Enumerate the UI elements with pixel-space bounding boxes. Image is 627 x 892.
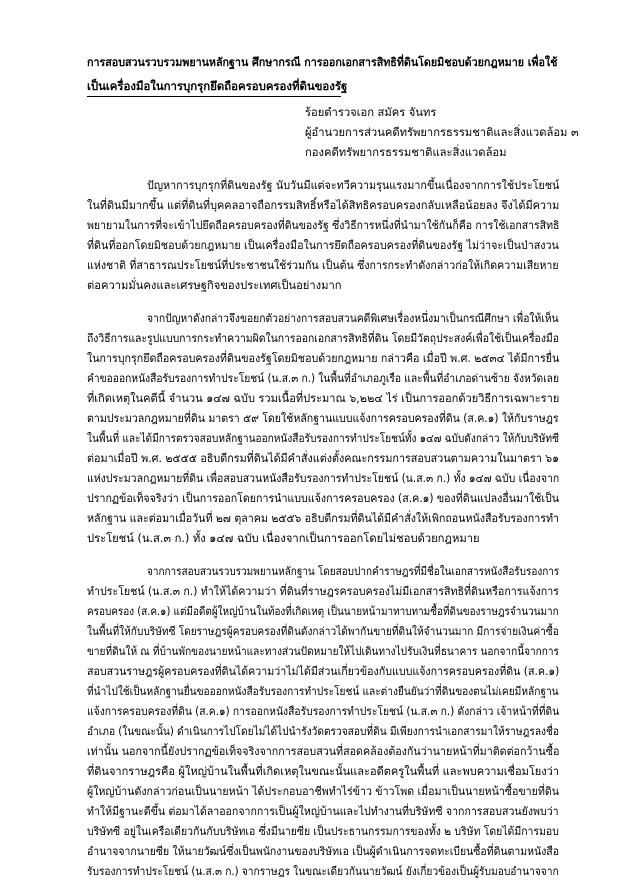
paragraph-line: ในที่ดินมีมากขึ้น แต่ที่ดินที่บุคคลอาจถือกรรมสิทธิ์หรือได้สิทธิครอบครองกลับเหลือน้อยลง จึงได้มีความ xyxy=(87,199,560,212)
paragraph-line: ต่อความมั่นคงและเศรษฐกิจของประเทศเป็นอย่างมาก xyxy=(87,279,342,292)
paragraph-line: ปรากฏข้อเท็จจริงว่า เป็นการออกโดยการนำแบบแจ้งการครอบครอง (ส.ค.๑) ของที่ดินแปลงอื่นมาใช้เป็น xyxy=(87,492,560,505)
paragraph-line: ในพื้นที่ และได้มีการตรวจสอบหลักฐานออกหนังสือรับรองการทำประโยชน์ทั้ง ๑๔๗ ฉบับดังกล่าว ให้กับบริษัทซี xyxy=(87,432,559,445)
paragraph-line: ที่ดินจากราษฎรคือ ผู้ใหญ่บ้านในพื้นที่เกิดเหตุในขณะนั้นและอดีตครูในพื้นที่ และพบความเชื่อมโยงว่า xyxy=(87,765,560,778)
paragraph-line: ทำประโยชน์ (น.ส.๓ ก.) ทำให้ได้ความว่า ที่ดินที่ราษฎรครอบครองไม่มีเอกสารสิทธิที่ดินหรือการแจ้งการ xyxy=(87,585,559,598)
document-title-line-1: การสอบสวนรวบรวมพยานหลักฐาน ศึกษากรณี การออกเอกสารสิทธิที่ดินโดยมิชอบด้วยกฎหมาย เพื่อใช้ xyxy=(87,55,558,69)
paragraph-line: แห่งประมวลกฎหมายที่ดิน เพื่อสอบสวนหนังสือรับรองการทำประโยชน์ (น.ส.๓ ก.) ทั้ง ๑๔๗ ฉบับ เนื่องจาก xyxy=(87,472,560,485)
paragraph-line: ต่อมาเมื่อปี พ.ศ. ๒๕๕๕ อธิบดีกรมที่ดินได้มีคำสั่งแต่งตั้งคณะกรรมการสอบสวนตามความในมาตรา ๖๑ xyxy=(87,452,559,465)
paragraph-line: ถึงวิธีการและรูปแบบการกระทำความผิดในการออกเอกสารสิทธิที่ดิน โดยมีวัตถุประสงค์เพื่อใช้เป็นเครื่องมือ xyxy=(87,332,560,345)
paragraph-line: ประโยชน์ (น.ส.๓ ก.) ทั้ง ๑๔๗ ฉบับ เนื่องจากเป็นการออกโดยไม่ชอบด้วยกฎหมาย xyxy=(87,532,480,545)
paragraph-line: อำนาจจากนายซีย ให้นายวัฒน์ซึ่งเป็นพนักงานของบริษัทเอ เป็นผู้ดำเนินการจดทะเบียนซื้อที่ดินตามหนังสือ xyxy=(87,845,559,858)
paragraph-line: พยายามในการที่จะเข้าไปยึดถือครอบครองที่ดินของรัฐ ซึ่งวิธีการหนึ่งที่นำมาใช้กันก็คือ การใช้เอกสารสิทธิ xyxy=(87,219,560,232)
paragraph-line: ครอบครอง (ส.ค.๑) แต่มีอดีตผู้ใหญ่บ้านในท้องที่เกิดเหตุ เป็นนายหน้ามาทาบทามซื้อที่ดินของราษฎรจำนวนมาก xyxy=(87,605,559,618)
paragraph-line: แจ้งการครอบครองที่ดิน (ส.ค.๑) การออกหนังสือรับรองการทำประโยชน์ (น.ส.๓ ก.) ดังกล่าว เจ้าหน้าที่ที่ดิน xyxy=(87,705,560,718)
paragraph-line: ในพื้นที่ให้กับบริษัทซี โดยราษฎรผู้ครอบครองที่ดินดังกล่าวได้พากันขายที่ดินให้จำนวนมาก มีการจ่ายเงินค่าซื้อ xyxy=(87,625,559,638)
paragraph-line: ตามประมวลกฎหมายที่ดิน มาตรา ๕๙ โดยใช้หลักฐานแบบแจ้งการครอบครองที่ดิน (ส.ค.๑) ให้กับราษฎร xyxy=(87,412,559,425)
title-underline xyxy=(87,96,341,97)
paragraph-line: รับรองการทำประโยชน์ (น.ส.๓ ก.) จากราษฎร ในขณะเดียวกันนายวัฒน์ ยังเกี่ยวข้องเป็นผู้รับมอบอำนาจจาก xyxy=(87,865,559,878)
paragraph-line: ที่ดินที่ออกโดยมิชอบด้วยกฎหมาย เป็นเครื่องมือในการยึดถือครอบครองที่ดินของรัฐ ไม่ว่าจะเป็นป่าสงวน xyxy=(87,239,559,252)
paragraph-line: หลักฐาน และต่อมาเมื่อวันที่ ๒๗ ตุลาคม ๒๕๕๖ อธิบดีกรมที่ดินได้มีคำสั่งให้เพิกถอนหนังสือรับรองการทำ xyxy=(87,512,559,525)
paragraph-line: แห่งชาติ ที่สาธารณประโยชน์ที่ประชาชนใช้ร่วมกัน เป็นต้น ซึ่งการกระทำดังกล่าวก่อให้เกิดความเสียหาย xyxy=(87,259,559,272)
paragraph-line: ที่นำไปใช้เป็นหลักฐานยื่นขอออกหนังสือรับรองการทำประโยชน์ และต่างยืนยันว่าที่ดินของตนไม่เคยมีหลักฐาน xyxy=(87,685,559,698)
paragraph-line: เท่านั้น นอกจากนี้ยังปรากฏข้อเท็จจริงจากการสอบสวนที่สอดคล้องต้องกันว่านายหน้าที่มาติดต่อกว้านซื้อ xyxy=(87,745,560,758)
paragraph-line: จากการสอบสวนรวบรวมพยานหลักฐาน โดยสอบปากคำราษฎรที่มีชื่อในเอกสารหนังสือรับรองการ xyxy=(147,565,560,578)
paragraph-line: คำขอออกหนังสือรับรองการทำประโยชน์ (น.ส.๓ ก.) ในพื้นที่อำเภอภูเรือ และพื้นที่อำเภอด่านซ้าย จังหวัดเลย xyxy=(87,372,559,385)
author-division: กองคดีทรัพยากรธรรมชาติและสิ่งแวดล้อม xyxy=(305,146,507,159)
paragraph-line: ปัญหาการบุกรุกที่ดินของรัฐ นับวันมีแต่จะทวีความรุนแรงมากขึ้นเนื่องจากการใช้ประโยชน์ xyxy=(147,179,560,192)
paragraph-line: สอบสวนราษฎรผู้ครอบครองที่ดินได้ความว่าไม่ได้มีส่วนเกี่ยวข้องกับแบบแจ้งการครอบครองที่ดิน (ส.ค.๑) xyxy=(87,665,560,678)
document-title-line-2: เป็นเครื่องมือในการบุกรุกยึดถือครอบครองที่ดินของรัฐ xyxy=(87,79,348,93)
paragraph-line: ในการบุกรุกยึดถือครอบครองที่ดินของรัฐโดยมิชอบด้วยกฎหมาย กล่าวคือ เมื่อปี พ.ศ. ๒๕๓๔ ได้มีการยื่น xyxy=(87,352,560,365)
author-position: ผู้อำนวยการส่วนคดีทรัพยากรธรรมชาติและสิ่งแวดล้อม ๓ xyxy=(305,126,579,139)
paragraph-line: ที่เกิดเหตุในคดีนี้ จำนวน ๑๔๗ ฉบับ รวมเนื้อที่ประมาณ ๖,๒๒๔ ไร่ เป็นการออกด้วยวิธีการเฉพาะราย xyxy=(87,392,560,405)
author-name: ร้อยตำรวจเอก สมัคร จันทร xyxy=(305,106,437,119)
paragraph-line: ทำให้มีฐานะดีขึ้น ต่อมาได้ลาออกจากการเป็นผู้ใหญ่บ้านและไปทำงานที่บริษัทซี จากการสอบสวนยังพบว่า xyxy=(87,805,559,818)
paragraph-line: ผู้ใหญ่บ้านดังกล่าวก่อนเป็นนายหน้า ได้ประกอบอาชีพทำไร่ข้าว ข้าวโพด เมื่อมาเป็นนายหน้าซื้อขายที่ดิน xyxy=(87,785,560,798)
paragraph-line: จากปัญหาดังกล่าวจึงขอยกตัวอย่างการสอบสวนคดีพิเศษเรื่องหนึ่งมาเป็นกรณีศึกษา เพื่อให้เห็น xyxy=(147,312,559,325)
paragraph-line: บริษัทซี อยู่ในเครือเดียวกันกับบริษัทเอ ซึ่งมีนายซีย เป็นประธานกรรมการของทั้ง ๒ บริษัท โดยได้มีการมอบ xyxy=(87,825,559,838)
paragraph-line: ขายที่ดินให้ ณ ที่บ้านพักของนายหน้าและทางส่วนปัดหมายให้ไปเดินทางไปรับเงินที่ธนาคาร นอกจากนี้จากการ xyxy=(87,645,559,658)
paragraph-line: อำเภอ (ในขณะนั้น) ดำเนินการไปโดยไม่ได้ไปนำรังวัดตรวจสอบที่ดิน มีเพียงการนำเอกสารมาให้ราษฎรลงชื่อ xyxy=(87,725,559,738)
